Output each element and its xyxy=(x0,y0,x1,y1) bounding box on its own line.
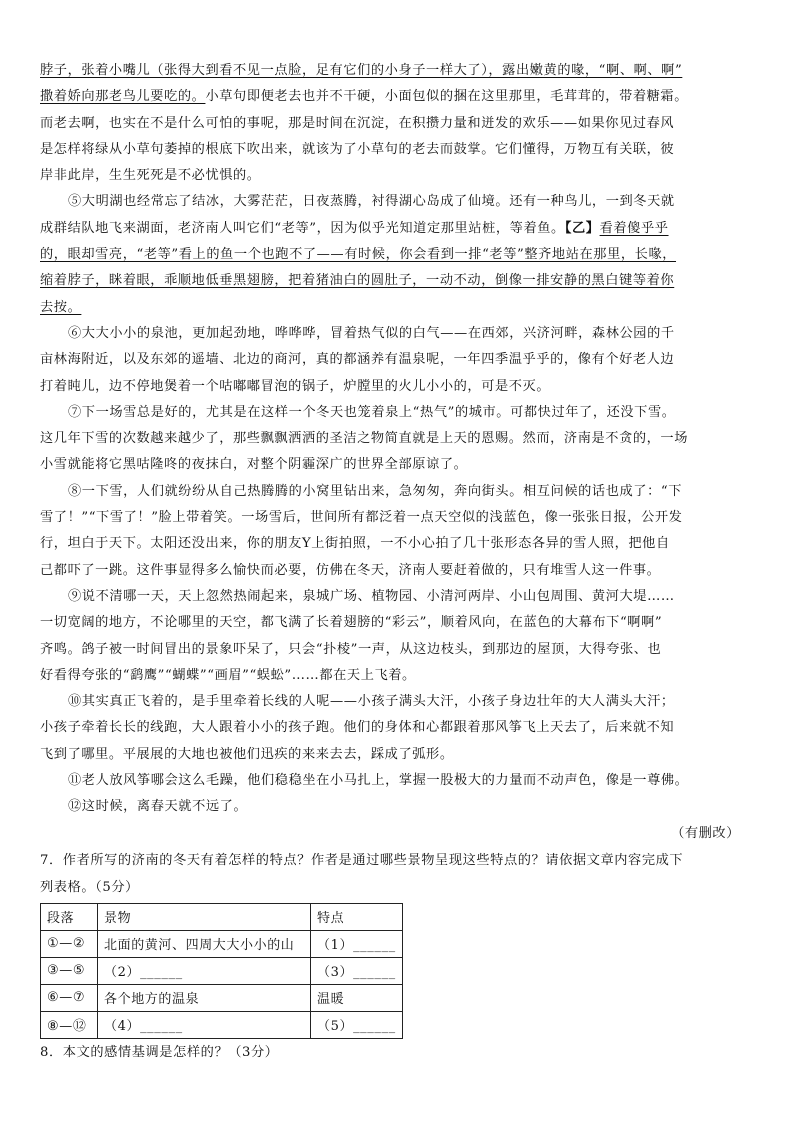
paragraph-9-start: ⑨说不清哪一天，天上忽然热闹起来，泉城广场、植物园、小清河两岸、小山包周围、黄河大堤…… xyxy=(68,588,675,604)
paragraph-12: ⑫这时候，离春天就不远了。 xyxy=(68,799,248,815)
answer-blank[interactable]: （2）______ xyxy=(98,957,311,984)
question-7-line2: 列表格。（5分） xyxy=(40,879,139,895)
paragraph-11: ⑪老人放风筝哪会这么毛躁，他们稳稳坐在小马扎上，掌握一股极大的力量而不动声色，像是一尊佛。 xyxy=(68,773,689,789)
passage-line: 飞到了哪里。平展展的大地也被他们迅疾的来来去去，踩成了弧形。 xyxy=(40,746,454,762)
passage-line: 齐鸣。鸽子被一时间冒出的景象吓呆了，只会“扑棱”一声，从这边枝头，到那边的屋顶，大得夸张、也 xyxy=(40,641,662,657)
passage-line xyxy=(40,84,754,110)
passage-line: 雪了！”“下雪了！”脸上带着笑。一场雪后，世间所有都泛着一点天空似的浅蓝色，像一张张日报，公开发 xyxy=(40,510,683,526)
answer-blank[interactable]: （1）______ xyxy=(311,930,403,957)
header-cell: 段落 xyxy=(41,903,98,930)
passage-line xyxy=(40,295,754,321)
passage-line: 好看得夸张的“鹞鹰”“蝴蝶”“画眉”“蜈蚣”……都在天上飞着。 xyxy=(40,667,416,683)
passage-line: 而老去啊，也实在不是什么可怕的事呢，那是时间在沉淀，在积攒力量和迸发的欢乐——如果你见过春风 xyxy=(40,115,675,131)
answer-blank[interactable]: （3）______ xyxy=(311,957,403,984)
header-cell: 景物 xyxy=(98,903,311,930)
underlined-fragment: 撒着娇向那老鸟儿要吃的。 xyxy=(40,89,206,105)
passage-line: 是怎样将绿从小草句萎掉的根底下吹出来，就该为了小草句的老去而鼓掌。它们懂得，万物互有关联，彼 xyxy=(40,141,675,157)
answer-table xyxy=(40,903,403,1039)
marker-yi: 【乙】 xyxy=(564,220,600,236)
paragraph-10-start: ⑩其实真正飞着的，是手里牵着长线的人呢——小孩子满头大汗，小孩子身边壮年的大人满头大汗； xyxy=(68,694,675,710)
passage xyxy=(40,58,754,847)
table-cell: ③—⑤ xyxy=(41,957,98,984)
paragraph-6-start: ⑥大大小小的泉池，更加起劲地，哗哗哗，冒着热气似的白气——在西郊，兴济河畔，森林公园的千 xyxy=(68,325,675,341)
paragraph-7-start: ⑦下一场雪总是好的，尤其是在这样一个冬天也笼着泉上“热气”的城市。可都快过年了，还没下雪。 xyxy=(68,404,676,420)
table-row xyxy=(41,1011,403,1038)
table-cell: ⑥—⑦ xyxy=(41,984,98,1011)
table-cell: 各个地方的温泉 xyxy=(98,984,311,1011)
table-cell: ⑧—⑫ xyxy=(41,1011,98,1038)
document-page xyxy=(40,58,754,1066)
passage-line: 这几年下雪的次数越来越少了，那些飘飘洒洒的圣洁之物简直就是上天的恩赐。然而，济南是不贪的，一场 xyxy=(40,431,689,447)
paragraph-8-start: ⑧一下雪，人们就纷纷从自己热腾腾的小窝里钻出来，急匆匆，奔向街头。相互问候的话也成了：“下 xyxy=(68,483,682,499)
answer-blank[interactable]: （5）______ xyxy=(311,1011,403,1038)
source-note: （有删改） xyxy=(671,825,740,841)
passage-line: 小雪就能将它黑咕隆咚的夜抹白，对整个阴霾深广的世界全部原谅了。 xyxy=(40,457,468,473)
table-cell: ①—② xyxy=(41,930,98,957)
passage-line: 的，眼却雪亮，“老等”看上的鱼一个也跑不了——有时候，你会看到一排“老等”整齐地站在那里，长喙， xyxy=(40,247,677,263)
passage-line: 小孩子牵着长长的线跑，大人跟着小小的孩子跑。他们的身体和心都跟着那风筝飞上天去了，后来就不知 xyxy=(40,720,675,736)
header-cell: 特点 xyxy=(311,903,403,930)
underlined-fragment: 看着傻乎乎 xyxy=(599,220,669,236)
line-rest: 小草句即便老去也并不干硬，小面包似的捆在这里那里，毛茸茸的，带着糖霜。 xyxy=(205,89,689,105)
question-7-line1: 7．作者所写的济南的冬天有着怎样的特点？作者是通过哪些景物呈现这些特点的？请依据文章内容完成下 xyxy=(40,852,684,868)
table-row xyxy=(41,957,403,984)
paragraph-5-start: ⑤大明湖也经常忘了结冰，大雾茫茫，日夜蒸腾，衬得湖心岛成了仙境。还有一种鸟儿，一到冬天就 xyxy=(68,194,675,210)
table-header-row xyxy=(41,903,403,930)
passage-line: 缩着脖子，眯着眼，乖顺地低垂黑翅膀，把着猪油白的圆肚子，一动不动，倒像一排安静的黑白键等着你 xyxy=(40,273,675,289)
line-head: 成群结队地飞来湖面，老济南人叫它们“老等”，因为似乎光知道定那里站桩，等着鱼。 xyxy=(40,220,565,236)
passage-line: 脖子，张着小嘴儿（张得大到看不见一点脸，足有它们的小身子一样大了），露出嫩黄的喙，“啊、啊、啊” xyxy=(40,63,683,78)
passage-line: 打着盹儿，边不停地煲着一个咕嘟嘟冒泡的锅子，炉膛里的火儿小小的，可是不灭。 xyxy=(40,378,551,394)
question-8: 8．本文的感情基调是怎样的？（3分） xyxy=(40,1044,279,1060)
table-cell: 北面的黄河、四周大大小小的山 xyxy=(98,930,311,957)
passage-line: 行，坦白于天下。太阳还没出来，你的朋友Y上街拍照，一不小心拍了几十张形态各异的雪人照，把他自 xyxy=(40,536,670,552)
underlined-fragment: 去按。 xyxy=(40,299,82,315)
answer-blank[interactable]: （4）______ xyxy=(98,1011,311,1038)
passage-line: 一切宽阔的地方，不论哪里的天空，都飞满了长着翅膀的“彩云”，顺着风向，在蓝色的大幕布下“啊啊” xyxy=(40,615,663,631)
passage-line: 己都吓了一跳。这件事显得多么愉快而必要，仿佛在冬天，济南人要赶着做的，只有堆雪人这一件事。 xyxy=(40,562,661,578)
table-row xyxy=(41,930,403,957)
passage-line xyxy=(40,216,754,242)
passage-line: 亩林海附近，以及东郊的遥墙、北边的商河，真的都涵养有温泉呢，一年四季温乎乎的，像有个好老人边 xyxy=(40,352,675,368)
passage-line: 岸非此岸，生生死死是不必忧惧的。 xyxy=(40,168,261,184)
table-cell: 温暖 xyxy=(311,984,403,1011)
table-row xyxy=(41,984,403,1011)
